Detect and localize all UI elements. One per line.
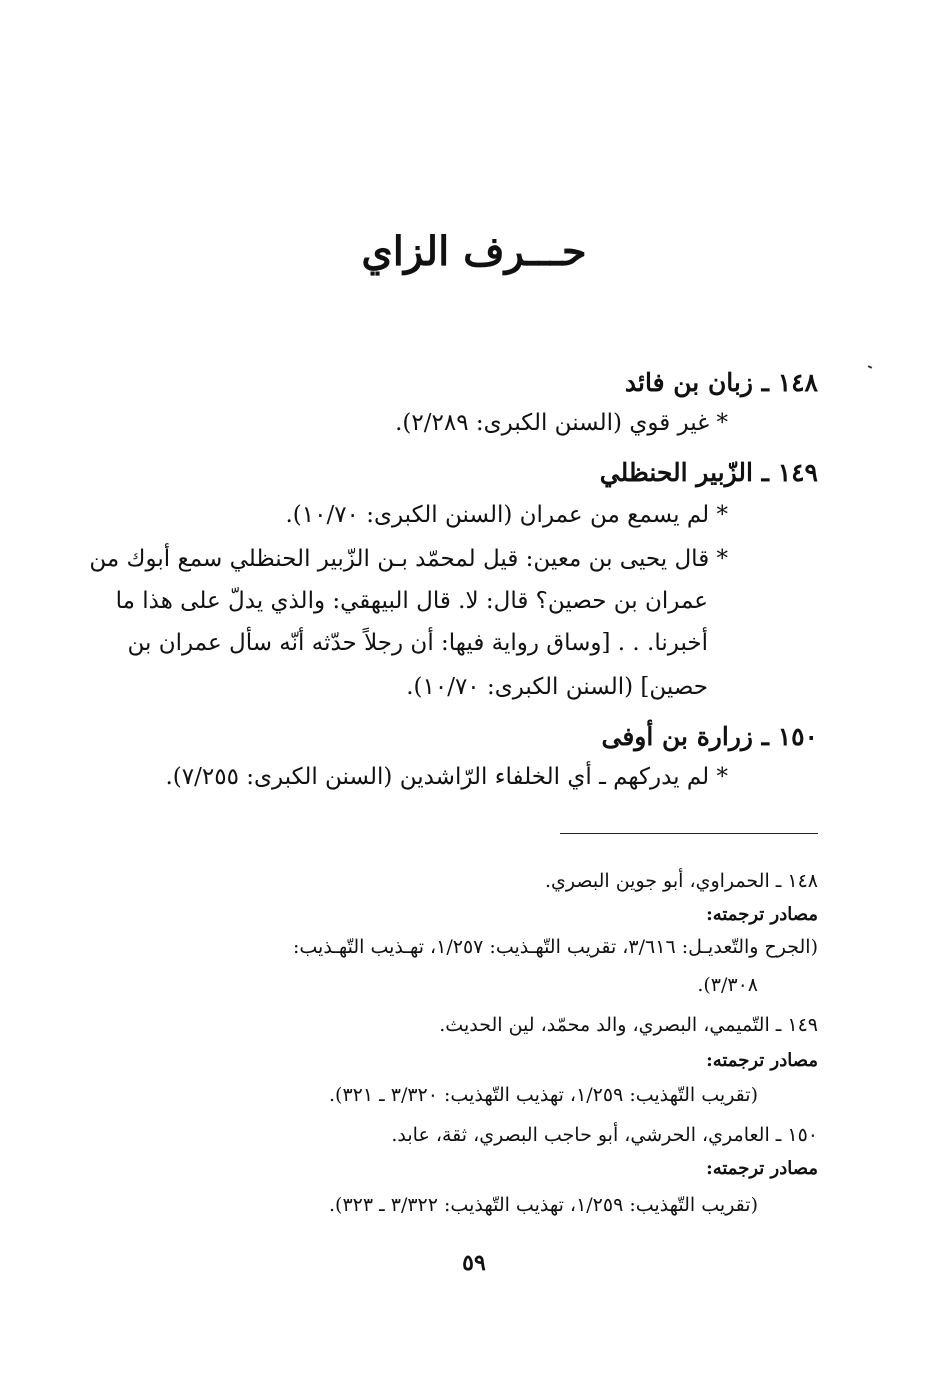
entry-149-line-3: عمران بن حصين؟ قال: لا. قال البيهقي: والذي يدلّ على هذا ما xyxy=(115,588,708,614)
entry-heading-149: ١٤٩ ـ الزّبير الحنظلي xyxy=(599,458,818,487)
entry-149-line-2: * قال يحيى بن معين: قيل لمحمّد بـن الزّبير الحنظلي سمع أبوك من xyxy=(89,546,728,572)
entry-heading-148: ١٤٨ ـ زبان بن فائد xyxy=(624,368,818,397)
entry-heading-150: ١٥٠ ـ زرارة بن أوفى xyxy=(601,722,818,751)
footnote-150-sources-label: مصادر ترجمته: xyxy=(706,1158,818,1179)
footnote-149-sources-label: مصادر ترجمته: xyxy=(706,1050,818,1071)
footnote-148-line-3: (الجرح والتّعديـل: ٣/٦١٦، تقريب التّهـذيب: ١/٢٥٧، تهـذيب التّهـذيب: xyxy=(292,936,818,958)
footnote-148-line-1: ١٤٨ ـ الحمراوي، أبو جوين البصري. xyxy=(544,870,818,892)
footnote-separator xyxy=(560,833,818,834)
entry-149-line-1: * لم يسمع من عمران (السنن الكبرى: ١٠/٧٠). xyxy=(285,502,728,528)
scan-speck xyxy=(868,365,872,369)
footnote-149-line-1: ١٤٩ ـ التّميمي، البصري، والد محمّد، لين الحديث. xyxy=(439,1014,818,1036)
footnote-150-line-3: (تقريب التّهذيب: ١/٢٥٩، تهذيب التّهذيب: ٣/٣٢٢ ـ ٣٢٣). xyxy=(329,1194,758,1216)
entry-150-line-1: * لم يدركهم ـ أي الخلفاء الرّاشدين (السنن الكبرى: ٧/٢٥٥). xyxy=(165,764,728,790)
footnote-148-line-4: ٣/٣٠٨). xyxy=(697,974,758,996)
entry-148-line-1: * غير قوي (السنن الكبرى: ٢/٢٨٩). xyxy=(395,410,728,436)
footnote-148-sources-label: مصادر ترجمته: xyxy=(706,904,818,925)
chapter-title: حـــرف الزاي xyxy=(361,228,587,275)
entry-149-line-5: حصين] (السنن الكبرى: ١٠/٧٠). xyxy=(406,674,708,700)
footnote-149-line-3: (تقريب التّهذيب: ١/٢٥٩، تهذيب التّهذيب: ٣/٣٢٠ ـ ٣٢١). xyxy=(329,1084,758,1106)
footnote-150-line-1: ١٥٠ ـ العامري، الحرشي، أبو حاجب البصري، ثقة، عابد. xyxy=(391,1124,818,1146)
page-number: ٥٩ xyxy=(462,1250,486,1276)
entry-149-line-4: أخبرنا. . . [وساق رواية فيها: أن رجلاً حدّثه أنّه سأل عمران بن xyxy=(127,630,708,656)
